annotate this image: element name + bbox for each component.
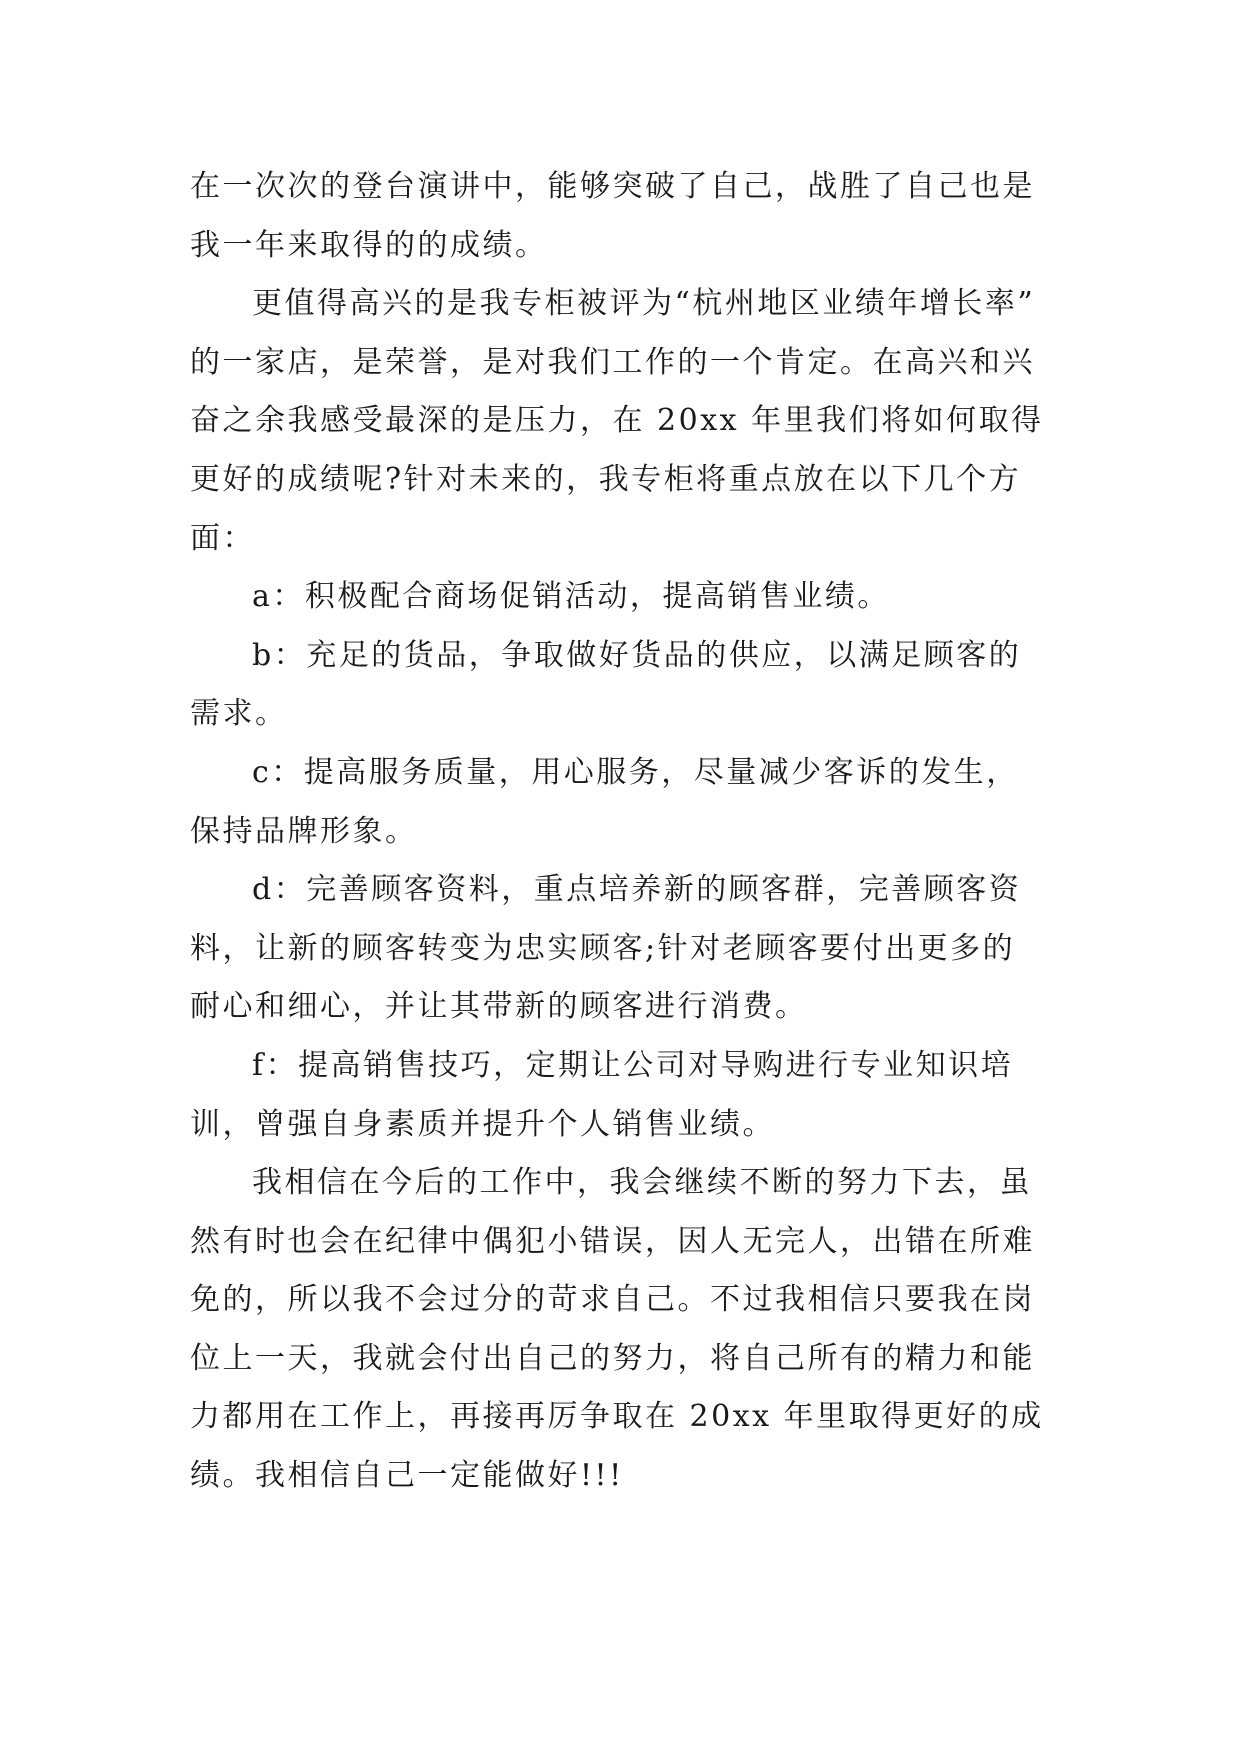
text-line: 训，曾强自身素质并提升个人销售业绩。 bbox=[190, 1106, 775, 1142]
text-line: 奋之余我感受最深的是压力，在 20xx 年里我们将如何取得 bbox=[190, 403, 1044, 439]
text-line: 我相信在今后的工作中，我会继续不断的努力下去，虽 bbox=[252, 1165, 1032, 1201]
text-line: 力都用在工作上，再接再厉争取在 20xx 年里取得更好的成 bbox=[190, 1399, 1044, 1435]
text-line: a：积极配合商场促销活动，提高销售业绩。 bbox=[252, 579, 890, 615]
text-line: 免的，所以我不会过分的苛求自己。不过我相信只要我在岗 bbox=[190, 1282, 1035, 1318]
text-line: d：完善顾客资料，重点培养新的顾客群，完善顾客资 bbox=[252, 872, 1022, 908]
text-line: 耐心和细心，并让其带新的顾客进行消费。 bbox=[190, 989, 808, 1025]
text-line: 料，让新的顾客转变为忠实顾客;针对老顾客要付出更多的 bbox=[190, 930, 1016, 966]
document-body bbox=[190, 158, 1050, 1506]
text-line: 保持品牌形象。 bbox=[190, 813, 418, 849]
text-line: c：提高服务质量，用心服务，尽量减少客诉的发生， bbox=[252, 754, 1019, 790]
text-line: 位上一天，我就会付出自己的努力，将自己所有的精力和能 bbox=[190, 1340, 1035, 1376]
text-line: b：充足的货品，争取做好货品的供应，以满足顾客的 bbox=[252, 637, 1022, 673]
text-line: 我一年来取得的的成绩。 bbox=[190, 227, 548, 263]
text-line: 面： bbox=[190, 520, 255, 556]
text-line: 更值得高兴的是我专柜被评为“杭州地区业绩年增长率” bbox=[252, 286, 1036, 322]
text-line: 的一家店，是荣誉，是对我们工作的一个肯定。在高兴和兴 bbox=[190, 344, 1035, 380]
text-line: 更好的成绩呢?针对未来的，我专柜将重点放在以下几个方 bbox=[190, 461, 1022, 497]
text-line: f：提高销售技巧，定期让公司对导购进行专业知识培 bbox=[252, 1047, 1014, 1083]
text-line: 在一次次的登台演讲中，能够突破了自己，战胜了自己也是 bbox=[190, 169, 1035, 204]
text-line: 绩。我相信自己一定能做好!!! bbox=[190, 1458, 624, 1494]
text-line: 需求。 bbox=[190, 696, 288, 732]
text-line: 然有时也会在纪律中偶犯小错误，因人无完人，出错在所难 bbox=[190, 1223, 1035, 1259]
